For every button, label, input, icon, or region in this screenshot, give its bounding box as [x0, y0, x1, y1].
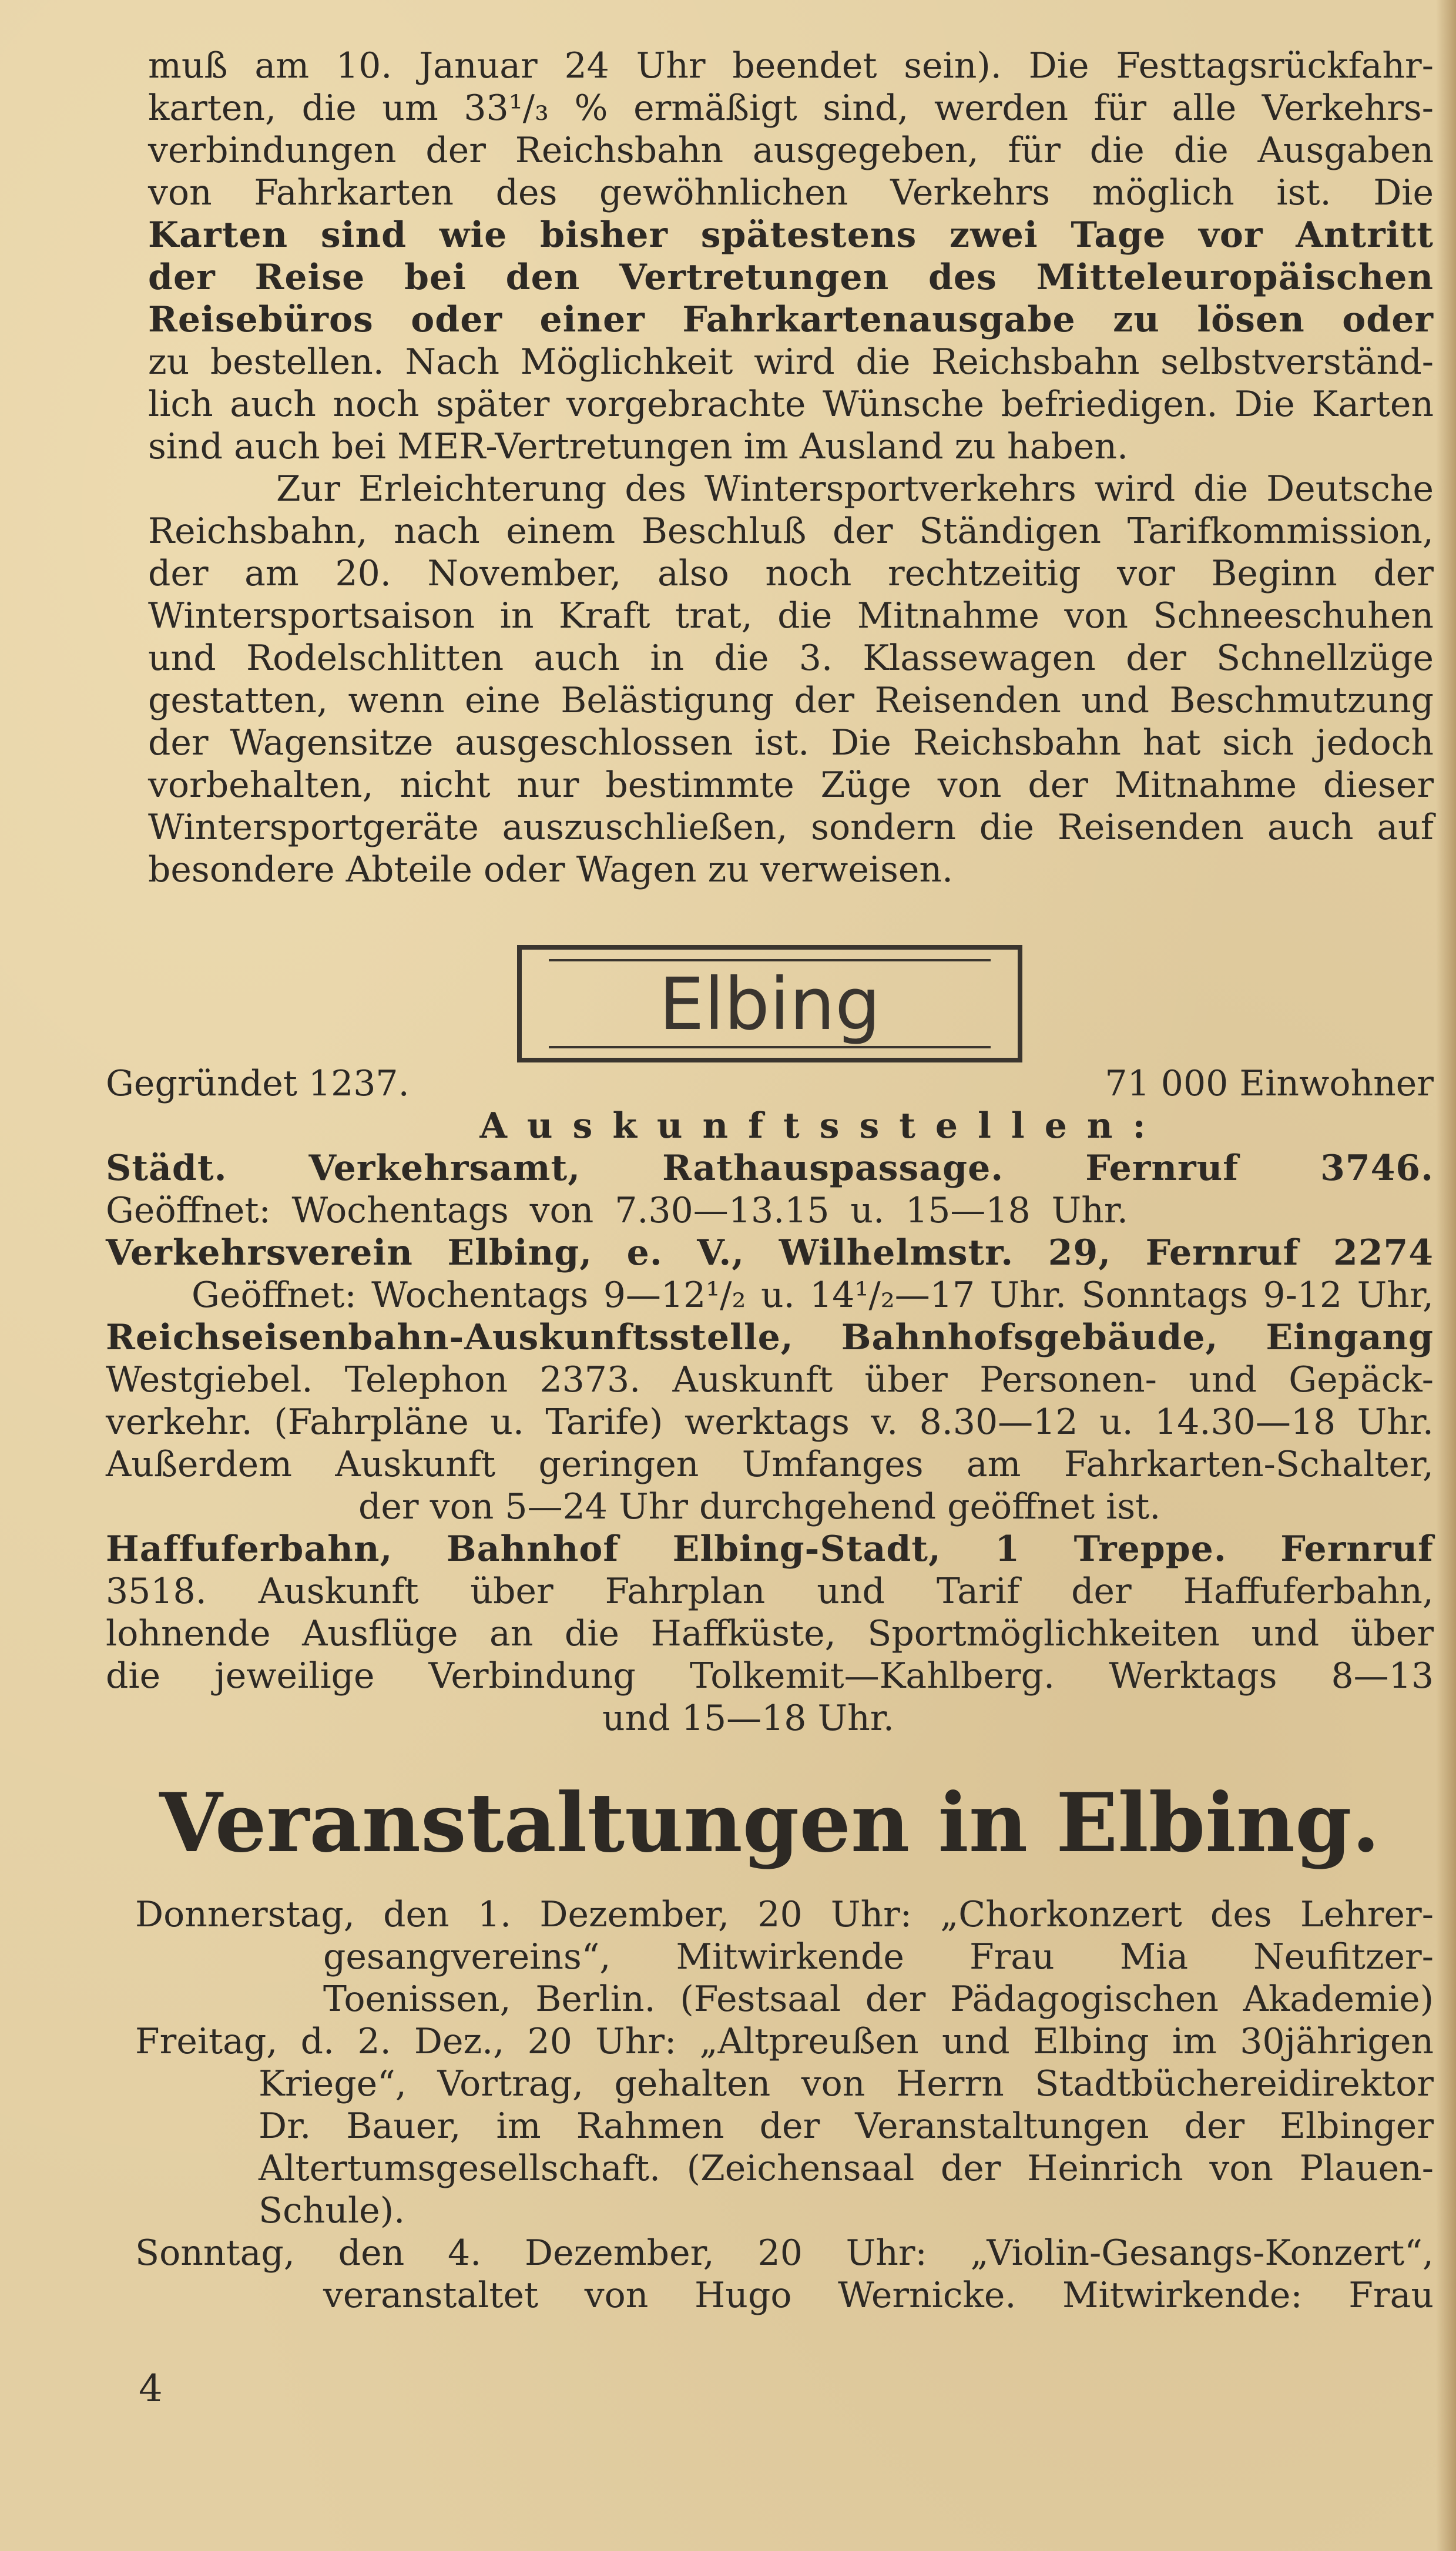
info-line: Westgiebel. Telephon 2373. Auskunft über Personen- und Gepäck- — [106, 1359, 1434, 1400]
city-title-frame — [517, 945, 1022, 1062]
text-line: sind auch bei MER-Vertretungen im Ausland zu haben. — [148, 426, 1129, 467]
info-line: lohnende Ausflüge an die Haffküste, Sportmöglichkeiten und über — [106, 1613, 1434, 1654]
text-line: Wintersportsaison in Kraft trat, die Mitnahme von Schneeschuhen — [148, 595, 1434, 636]
text-line: vorbehalten, nicht nur bestimmte Züge von der Mitnahme dieser — [148, 765, 1434, 806]
info-line: verkehr. (Fahrpläne u. Tarife) werktags v. 8.30—12 u. 14.30—18 Uhr. — [106, 1402, 1434, 1443]
info-line: der von 5—24 Uhr durchgehend geöffnet ist. — [358, 1486, 1161, 1527]
text-line: Wintersportgeräte auszuschließen, sondern die Reisenden auch auf — [148, 807, 1434, 848]
text-line: der am 20. November, also noch rechtzeitig vor Beginn der — [148, 553, 1434, 594]
text-line-bold: Reisebüros oder einer Fahrkartenausgabe zu lösen oder — [148, 299, 1434, 340]
text-line: Reichsbahn, nach einem Beschluß der Ständigen Tarifkommission, — [148, 511, 1434, 552]
event-line: veranstaltet von Hugo Wernicke. Mitwirkende: Frau — [323, 2275, 1434, 2316]
event-line: Dr. Bauer, im Rahmen der Veranstaltungen der Elbinger — [259, 2106, 1434, 2147]
info-line: Geöffnet: Wochentags von 7.30—13.15 u. 15—18 Uhr. — [106, 1190, 1128, 1231]
text-line-bold: Karten sind wie bisher spätestens zwei Tage vor Antritt — [148, 214, 1434, 256]
founded-text: Gegründet 1237. — [106, 1063, 410, 1104]
info-line: Reichseisenbahn-Auskunftsstelle, Bahnhofsgebäude, Eingang — [106, 1317, 1434, 1358]
info-line: Verkehrsverein Elbing, e. V., Wilhelmstr. 29, Fernruf 2274 — [106, 1232, 1434, 1273]
info-line: Haffuferbahn, Bahnhof Elbing-Stadt, 1 Treppe. Fernruf — [106, 1528, 1434, 1570]
events-heading: Veranstaltungen in Elbing. — [159, 1775, 1380, 1870]
text-line: besondere Abteile oder Wagen zu verweisen. — [148, 849, 954, 890]
event-line: Freitag, d. 2. Dez., 20 Uhr: „Altpreußen und Elbing im 30jährigen — [135, 2021, 1434, 2062]
text-line: der Wagensitze ausgeschlossen ist. Die Reichsbahn hat sich jedoch — [148, 722, 1434, 763]
info-line: Städt. Verkehrsamt, Rathauspassage. Fernruf 3746. — [106, 1148, 1434, 1189]
event-line: Altertumsgesellschaft. (Zeichensaal der Heinrich von Plauen- — [259, 2148, 1434, 2189]
info-line: 3518. Auskunft über Fahrplan und Tarif der Haffuferbahn, — [106, 1571, 1434, 1612]
page-edge-shadow — [1436, 0, 1456, 2551]
text-line: zu bestellen. Nach Möglichkeit wird die Reichsbahn selbstverständ- — [148, 341, 1434, 383]
population-text: 71 000 Einwohner — [1105, 1063, 1434, 1104]
text-line-bold: der Reise bei den Vertretungen des Mitteleuropäischen — [148, 257, 1434, 298]
event-line: Kriege“, Vortrag, gehalten von Herrn Stadtbüchereidirektor — [259, 2063, 1434, 2104]
info-line: und 15—18 Uhr. — [602, 1698, 894, 1739]
page-number: 4 — [139, 2367, 163, 2411]
text-line: gestatten, wenn eine Belästigung der Reisenden und Beschmutzung — [148, 680, 1434, 721]
text-line: von Fahrkarten des gewöhnlichen Verkehrs möglich ist. Die — [148, 172, 1434, 213]
text-line: und Rodelschlitten auch in die 3. Klassewagen der Schnellzüge — [148, 638, 1434, 679]
text-line: verbindungen der Reichsbahn ausgegeben, für die die Ausgaben — [148, 130, 1434, 171]
event-line: gesangvereins“, Mitwirkende Frau Mia Neufitzer- — [323, 1936, 1434, 1977]
text-line: Zur Erleichterung des Wintersportverkehrs wird die Deutsche — [276, 468, 1434, 509]
text-line: karten, die um 33¹/₃ % ermäßigt sind, werden für alle Verkehrs- — [148, 88, 1434, 129]
event-line: Toenissen, Berlin. (Festsaal der Pädagogischen Akademie) — [323, 1979, 1434, 2020]
event-line: Donnerstag, den 1. Dezember, 20 Uhr: „Chorkonzert des Lehrer- — [135, 1894, 1434, 1935]
info-heading: Auskunftsstellen: — [479, 1105, 1166, 1147]
city-title: Elbing — [549, 959, 991, 1048]
info-line: die jeweilige Verbindung Tolkemit—Kahlberg. Werktags 8—13 — [106, 1655, 1434, 1697]
info-line: Geöffnet: Wochentags 9—12¹/₂ u. 14¹/₂—17 Uhr. Sonntags 9-12 Uhr, — [192, 1275, 1434, 1316]
text-line: muß am 10. Januar 24 Uhr beendet sein). Die Festtagsrückfahr- — [148, 45, 1434, 86]
info-line: Außerdem Auskunft geringen Umfanges am Fahrkarten-Schalter, — [106, 1444, 1434, 1485]
text-line: lich auch noch später vorgebrachte Wünsche befriedigen. Die Karten — [148, 384, 1434, 425]
event-line: Schule). — [259, 2190, 405, 2231]
event-line: Sonntag, den 4. Dezember, 20 Uhr: „Violin-Gesangs-Konzert“, — [135, 2232, 1434, 2274]
